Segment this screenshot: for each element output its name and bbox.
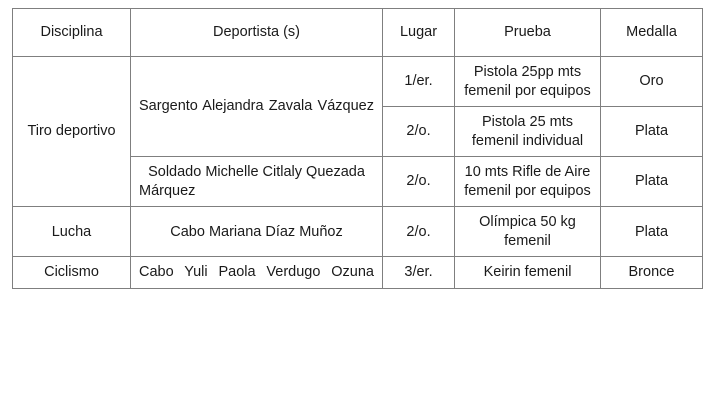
cell-lugar: 2/o.	[383, 107, 455, 157]
cell-disciplina: Ciclismo	[13, 257, 131, 289]
table-body	[13, 57, 703, 289]
column-header-prueba: Prueba	[455, 9, 601, 57]
results-table	[12, 8, 703, 289]
cell-medalla: Plata	[601, 207, 703, 257]
cell-lugar: 2/o.	[383, 157, 455, 207]
cell-prueba: 10 mts Rifle de Aire femenil por equipos	[455, 157, 601, 207]
cell-prueba: Pistola 25pp mts femenil por equipos	[455, 57, 601, 107]
cell-disciplina: Lucha	[13, 207, 131, 257]
cell-medalla: Plata	[601, 157, 703, 207]
cell-lugar: 1/er.	[383, 57, 455, 107]
column-header-medalla: Medalla	[601, 9, 703, 57]
cell-disciplina: Tiro deportivo	[13, 57, 131, 207]
cell-prueba: Pistola 25 mts femenil individual	[455, 107, 601, 157]
table-row	[13, 57, 703, 107]
table-row	[13, 207, 703, 257]
cell-medalla: Plata	[601, 107, 703, 157]
table-row	[13, 257, 703, 289]
table-header-row	[13, 9, 703, 57]
table-header	[13, 9, 703, 57]
cell-deportista: Cabo Mariana Díaz Muñoz	[131, 207, 383, 257]
cell-prueba: Olímpica 50 kg femenil	[455, 207, 601, 257]
cell-prueba: Keirin femenil	[455, 257, 601, 289]
column-header-disciplina: Disciplina	[13, 9, 131, 57]
column-header-lugar: Lugar	[383, 9, 455, 57]
cell-lugar: 3/er.	[383, 257, 455, 289]
cell-deportista: Sargento Alejandra Zavala Vázquez	[131, 57, 383, 157]
column-header-deportista: Deportista (s)	[131, 9, 383, 57]
cell-medalla: Oro	[601, 57, 703, 107]
cell-deportista: Cabo Yuli Paola Verdugo Ozuna	[131, 257, 383, 289]
cell-lugar: 2/o.	[383, 207, 455, 257]
cell-medalla: Bronce	[601, 257, 703, 289]
cell-deportista: Soldado Michelle Citlaly Quezada Márquez	[131, 157, 383, 207]
